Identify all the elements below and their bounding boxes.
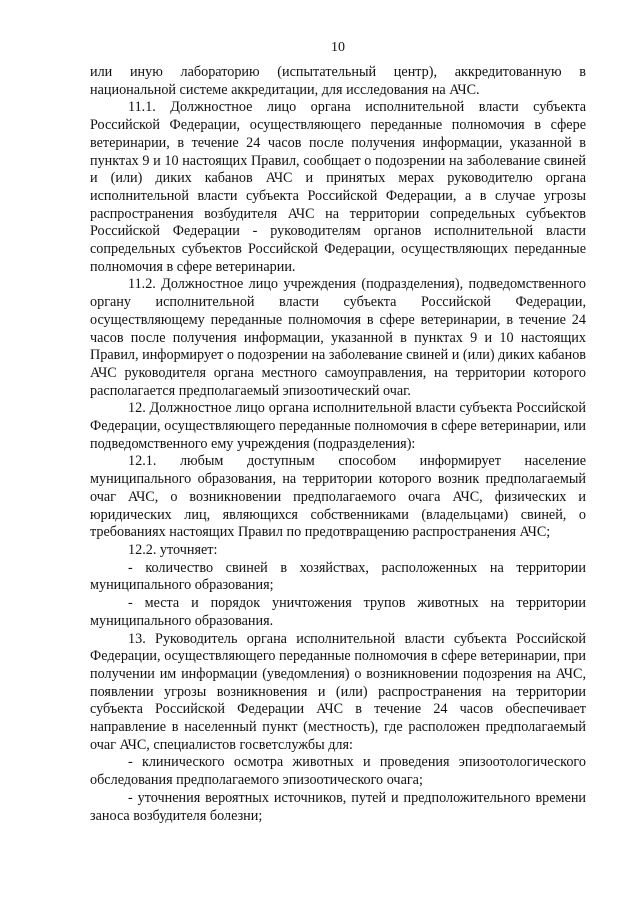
list-item-carcass-disposal: - места и порядок уничтожения трупов животных на территории муниципального образования. [90,595,586,629]
list-item-pig-count: - количество свиней в хозяйствах, расположенных на территории муниципального образования; [90,559,586,594]
list-item-source-clarification: - уточнения вероятных источников, путей и предположительного времени заноса возбудителя болезни; [90,789,586,824]
paragraph-12-1: 12.1. любым доступным способом информирует население муниципального образования, на территории которого возник предполагаемый очаг АЧС, о возникновении предполагаемого очага АЧС, физических и юридических лиц, являющихся собственниками (владельцами) свиней, о требованиях настоящих Правил по предотвращению распространения АЧС; [90,453,586,541]
paragraph-13: 13. Руководитель органа исполнительной власти субъекта Российской Федерации, осуществляющего переданные полномочия в сфере ветеринарии, при получении им информации (уведомления) о возникновении подозрения на АЧС, появлении угрозы возникновения и (или) распространения на территории субъекта Российской Федерации АЧС в течение 24 часов обеспечивает направление в населенный пункт (местность), где расположен предполагаемый очаг АЧС, специалистов госветслужбы для: [90,630,586,753]
paragraph-12: 12. Должностное лицо органа исполнительной власти субъекта Российской Федерации, осуществляющего переданные полномочия в сфере ветеринарии, или подведомственного ему учреждения (подразделения): [90,400,586,452]
paragraph-12-2: 12.2. уточняет: [128,541,218,558]
page-number: 10 [331,40,345,55]
paragraph-11-2: 11.2. Должностное лицо учреждения (подразделения), подведомственного органу исполнительной власти субъекта Российской Федерации, осуществляющему переданные полномочия в сфере ветеринарии, в течение 24 часов после получения информации, указанной в пунктах 9 и 10 настоящих Правил, информирует о подозрении на заболевание свиней и (или) диких кабанов АЧС руководителя органа местного самоуправления, на территории которого располагается предполагаемый эпизоотический очаг. [90,276,586,399]
list-item-clinical-inspection: - клинического осмотра животных и проведения эпизоотологического обследования предполагаемого эпизоотического очага; [90,754,586,789]
paragraph-continuation: или иную лабораторию (испытательный центр), аккредитованную в национальной системе аккредитации, для исследования на АЧС. [90,64,586,98]
paragraph-11-1: 11.1. Должностное лицо органа исполнительной власти субъекта Российской Федерации, осуществляющего переданные полномочия в сфере ветеринарии, в течение 24 часов после получения информации, указанной в пунктах 9 и 10 настоящих Правил, сообщает о подозрении на заболевание свиней и (или) диких кабанов АЧС и принятых мерах руководителю органа исполнительной власти субъекта Российской Федерации, а в случае угрозы распространения возбудителя АЧС на территории сопредельных субъектов Российской Федерации - руководителям органов исполнительной власти сопредельных субъектов Российской Федерации, осуществляющих переданные полномочия в сфере ветеринарии. [90,99,586,275]
